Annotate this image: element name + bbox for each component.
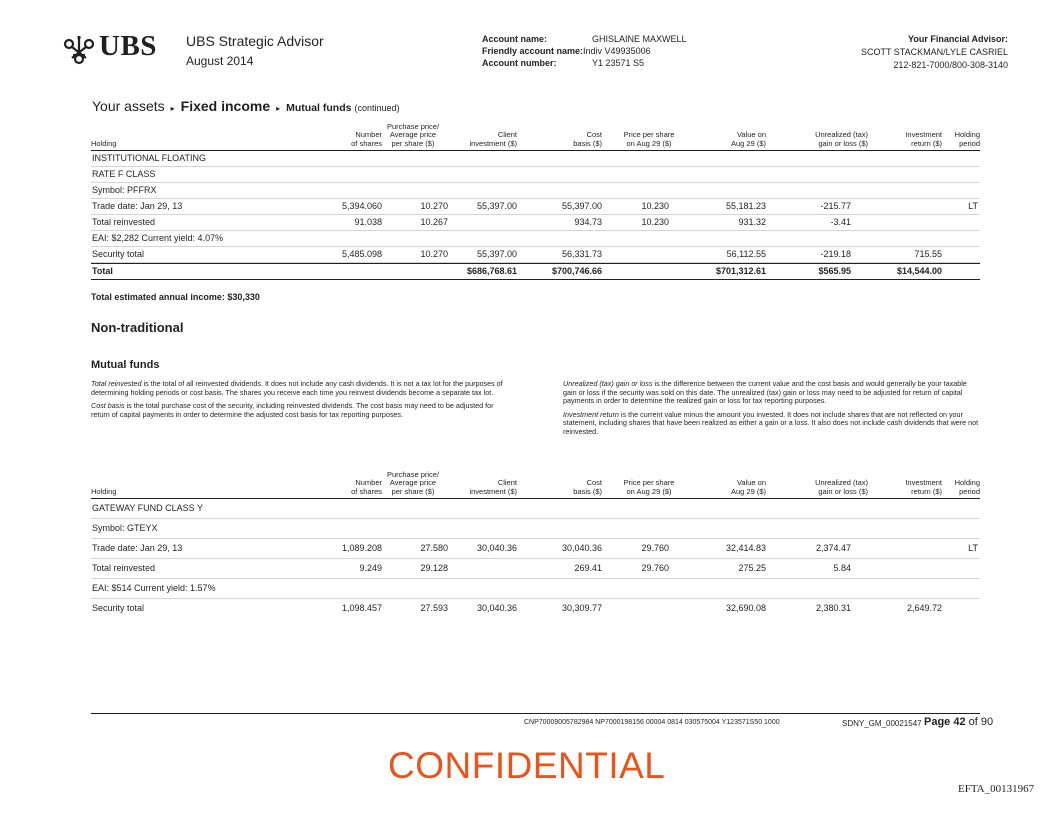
col-cost-basis: Cost basis ($)	[573, 478, 602, 496]
col-holding: Holding	[91, 486, 117, 496]
cell-pps: 10.230	[641, 217, 669, 227]
row-label: Security total	[92, 249, 145, 259]
definition-investment-return: Investment return is the current value minus the amount you invested. It does not include shares that are not reflected on your statement, including shares that have been realized as either a gain or a loss. It also does not include cash dividends that were not reinvested.	[563, 409, 979, 436]
friendly-name-label: Friendly account name:	[482, 46, 584, 56]
cell-return: 715.55	[914, 249, 942, 259]
cell-cost: 30,040.36	[561, 543, 602, 553]
cell-cost: 934.73	[574, 217, 602, 227]
bates-number: SDNY_GM_00021547	[842, 719, 922, 728]
fund-symbol: Symbol: GTEYX	[92, 523, 158, 533]
col-unrealized-gain: Unrealized (tax) gain or loss ($)	[815, 478, 868, 496]
definitions-left	[91, 380, 511, 424]
cell-value: 275.25	[738, 563, 766, 573]
cell-return: 2,649.72	[906, 603, 942, 613]
col-unrealized-gain: Unrealized (tax) gain or loss ($)	[815, 130, 868, 148]
cell-return: $14,544.00	[896, 266, 942, 276]
fund-name: RATE F CLASS	[92, 169, 156, 179]
cell-value: 32,690.08	[725, 603, 766, 613]
advisor-title: Your Financial Advisor:	[907, 34, 1008, 44]
account-name-label: Account name:	[482, 34, 548, 44]
cell-pps: 10.230	[641, 201, 669, 211]
financial-advisor-info	[861, 33, 1008, 72]
statement-title: UBS Strategic Advisor	[186, 33, 324, 49]
eai-yield: EAI: $2,282 Current yield: 4.07%	[92, 233, 224, 243]
table-row	[91, 247, 980, 263]
fund-symbol: Symbol: PFFRX	[92, 185, 157, 195]
fund-name: GATEWAY FUND CLASS Y	[92, 503, 204, 513]
cell-period: LT	[968, 201, 978, 211]
row-label: Total reinvested	[92, 563, 156, 573]
table-header	[91, 466, 980, 499]
efta-number: EFTA_00131967	[958, 783, 1035, 795]
total-row	[91, 263, 980, 280]
account-name-value: GHISLAINE MAXWELL	[592, 34, 687, 44]
page-number	[924, 716, 993, 728]
friendly-name-value: Indiv V49935006	[583, 46, 651, 56]
cell-shares: 5,485.098	[341, 249, 382, 259]
account-info	[482, 33, 687, 69]
cell-pps: 29.760	[641, 543, 669, 553]
col-value: Value on Aug 29 ($)	[730, 130, 766, 148]
cell-shares: 9.249	[359, 563, 382, 573]
page-label: Page	[924, 716, 951, 728]
table-row	[91, 199, 980, 215]
table-row	[91, 499, 980, 519]
cell-value: 56,112.55	[726, 249, 766, 259]
col-client-investment: Client investment ($)	[469, 478, 517, 496]
section-subheading-mutual-funds: Mutual funds	[91, 359, 160, 371]
cell-price: 27.593	[420, 603, 448, 613]
definitions-right	[563, 380, 981, 441]
cell-client: 30,040.36	[476, 543, 517, 553]
table-row	[91, 539, 980, 559]
account-number-label: Account number:	[482, 58, 557, 68]
cell-value: 931.32	[738, 217, 766, 227]
breadcrumb	[92, 98, 400, 114]
cell-gain: 2,380.31	[815, 603, 851, 613]
table-row	[91, 599, 980, 618]
cell-price: 27.580	[420, 543, 448, 553]
row-label: Trade date: Jan 29, 13	[92, 543, 183, 553]
cell-cost: 56,331.73	[561, 249, 602, 259]
cell-value: 32,414.83	[725, 543, 766, 553]
breadcrumb-separator-icon: ▸	[276, 104, 281, 113]
eai-yield: EAI: $514 Current yield: 1.57%	[92, 583, 216, 593]
breadcrumb-fixed-income: Fixed income	[180, 98, 271, 114]
cell-price: 10.267	[420, 217, 448, 227]
table-row	[91, 579, 980, 599]
table-row	[91, 231, 980, 247]
page-current: 42	[953, 716, 966, 728]
total-estimated-annual-income: Total estimated annual income: $30,330	[91, 292, 260, 302]
table-row	[91, 215, 980, 231]
cell-client: 30,040.36	[476, 603, 517, 613]
cell-cost: 55,397.00	[561, 201, 602, 211]
col-cost-basis: Cost basis ($)	[573, 130, 602, 148]
cell-price: 10.270	[420, 201, 448, 211]
non-traditional-table	[91, 466, 980, 618]
fixed-income-table	[91, 118, 980, 280]
row-label: Trade date: Jan 29, 13	[92, 201, 183, 211]
cell-client: 55,397.00	[476, 201, 517, 211]
cell-price: 29.128	[420, 563, 448, 573]
cell-gain: 5.84	[833, 563, 851, 573]
cell-price: 10.270	[420, 249, 448, 259]
col-holding-period: Holding period	[954, 130, 980, 148]
definition-cost-basis: Cost basis is the total purchase cost of the security, including reinvested dividends. The cost basis may need to be adjusted for return of capital payments in order to determine the adjusted cost basis for tax reporting purposes.	[91, 401, 494, 419]
breadcrumb-continued: (continued)	[354, 103, 400, 113]
cell-shares: 91.038	[354, 217, 382, 227]
table-row	[91, 183, 980, 199]
confidential-stamp: CONFIDENTIAL	[388, 745, 666, 786]
cell-gain: -219.18	[820, 249, 851, 259]
col-price-per-share: Price per share on Aug 29 ($)	[623, 130, 675, 148]
table-header	[91, 118, 980, 151]
row-label: Security total	[92, 603, 145, 613]
advisor-phone: 212-821-7000/800-308-3140	[893, 60, 1008, 70]
page-total: of 90	[968, 716, 994, 728]
col-purchase-price: Purchase price/ Average price per share ($)	[386, 121, 440, 148]
breadcrumb-mutual-funds: Mutual funds	[286, 102, 352, 114]
cell-client: $686,768.61	[466, 266, 517, 276]
ubs-keys-logo-icon	[62, 36, 96, 66]
account-number-value: Y1 23571 S5	[592, 58, 645, 68]
col-shares: Number of shares	[351, 130, 382, 148]
cell-cost: 30,309.77	[561, 603, 602, 613]
cell-value: 55,181.23	[725, 201, 766, 211]
col-investment-return: Investment return ($)	[905, 130, 942, 148]
footer-document-code: CNP70009005782984 NP7000198156 00004 0814 030575004 Y123571S50 1000	[524, 719, 780, 726]
fund-name: INSTITUTIONAL FLOATING	[92, 153, 207, 163]
col-price-per-share: Price per share on Aug 29 ($)	[623, 478, 675, 496]
table-row	[91, 167, 980, 183]
footer-divider	[91, 713, 980, 714]
col-value: Value on Aug 29 ($)	[730, 478, 766, 496]
cell-shares: 1,098.457	[341, 603, 382, 613]
cell-cost: 269.41	[574, 563, 602, 573]
ubs-logo-text: UBS	[99, 30, 157, 62]
row-label: Total	[92, 266, 113, 276]
cell-gain: $565.95	[818, 266, 851, 276]
col-client-investment: Client investment ($)	[469, 130, 517, 148]
col-holding-period: Holding period	[954, 478, 980, 496]
col-investment-return: Investment return ($)	[905, 478, 942, 496]
table-row	[91, 519, 980, 539]
table-row	[91, 559, 980, 579]
statement-date: August 2014	[186, 54, 254, 68]
definition-unrealized-gain: Unrealized (tax) gain or loss is the difference between the current value and the cost basis and would generally be your taxable gain or loss if the security was sold on this date. The unrealized (tax) gain or loss may need to be adjusted for return of capital payments in order to determine the realized gain or loss for tax reporting purposes.	[563, 379, 967, 405]
col-shares: Number of shares	[351, 478, 382, 496]
definition-total-reinvested: Total reinvested is the total of all reinvested dividends. It does not include any cash dividends. It is not a tax lot for the purposes of determining holding periods or cost basis. The shares you receive each time you reinvest dividends become a separate tax lot.	[91, 379, 503, 397]
cell-shares: 5,394.060	[341, 201, 382, 211]
breadcrumb-separator-icon: ▸	[170, 104, 175, 113]
col-purchase-price: Purchase price/ Average price per share ($)	[386, 469, 440, 496]
cell-cost: $700,746.66	[551, 266, 602, 276]
advisor-names: SCOTT STACKMAN/LYLE CASRIEL	[860, 47, 1008, 57]
row-label: Total reinvested	[92, 217, 156, 227]
breadcrumb-your-assets: Your assets	[92, 98, 165, 114]
cell-shares: 1,089.208	[341, 543, 382, 553]
cell-pps: 29.760	[641, 563, 669, 573]
cell-gain: -215.77	[820, 201, 851, 211]
table-row	[91, 151, 980, 167]
section-heading-non-traditional: Non-traditional	[91, 320, 184, 335]
cell-gain: -3.41	[830, 217, 851, 227]
cell-gain: 2,374.47	[815, 543, 851, 553]
cell-client: 55,397.00	[476, 249, 517, 259]
cell-value: $701,312.61	[715, 266, 766, 276]
cell-period: LT	[968, 543, 978, 553]
col-holding: Holding	[91, 138, 117, 148]
